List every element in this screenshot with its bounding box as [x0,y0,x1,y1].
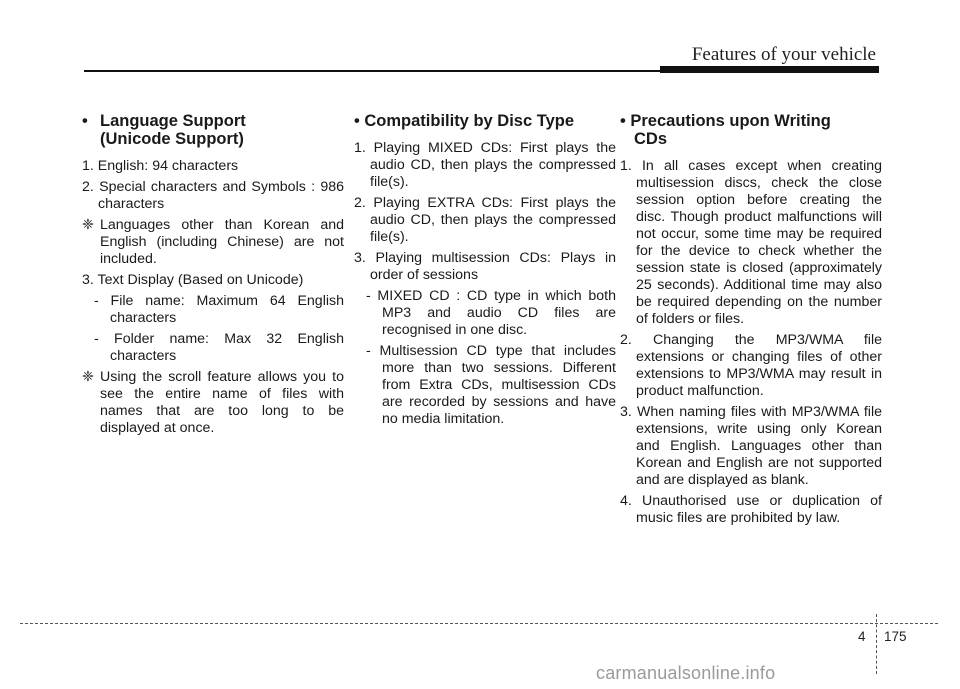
list-item: 2. Changing the MP3/WMA file extensions or changing files of other extensions to MP3/WMA may result in product malfunction. [620,332,882,399]
sub-item: - Folder name: Max 32 English characters [94,331,344,364]
section-heading-precautions [620,112,882,148]
note [82,369,344,437]
section-heading-compatibility: • Compatibility by Disc Type [354,112,575,130]
list-item: 1. Playing MIXED CDs: First plays the audio CD, then plays the compressed file(s). [354,140,616,190]
watermark: carmanualsonline.info [596,663,776,683]
note-symbol-icon: ❈ [82,369,94,385]
heading-line-1: Language Support [100,112,246,130]
header-rule-accent [660,66,879,73]
sub-item: - Multisession CD type that includes more than two sessions. Different from Extra CDs, multisession CDs are recorded by sessions and have no media limitation. [366,343,616,427]
page-number: 175 [884,629,907,644]
footer-page-divider [876,614,877,674]
column-language-support [82,112,344,441]
footer-divider [20,623,938,624]
section-heading-language-support [82,112,344,148]
list-item: 3. When naming files with MP3/WMA file extensions, write using only Korean and English. Languages other than Korean and English are not supported and are displayed as blank. [620,404,882,488]
heading-line-2: (Unicode Support) [100,130,244,148]
note-symbol-icon: ❈ [82,217,94,233]
list-item: 2. Special characters and Symbols : 986 characters [82,179,344,212]
note-text: Languages other than Korean and English (including Chinese) are not included. [100,217,344,267]
column-precautions [620,112,882,531]
bullet: • [82,112,88,130]
sub-item: - File name: Maximum 64 English characters [94,293,344,326]
sub-item: - MIXED CD : CD type in which both MP3 and audio CD files are recognised in one disc. [366,288,616,338]
list-item: 3. Playing multisession CDs: Plays in order of sessions [354,250,616,283]
list-item: 1. English: 94 characters [82,158,239,174]
heading-line-1: • Precautions upon Writing [620,112,831,130]
list-item: 4. Unauthorised use or duplication of music files are prohibited by law. [620,493,882,526]
note-text: Using the scroll feature allows you to see the entire name of files with names that are too long to be displayed at once. [100,369,344,436]
list-item: 1. In all cases except when creating multisession discs, check the close session option before creating the disc. Though product malfunctions will not occur, some time may be required for the device to check whether the session state is closed (approximately 25 seconds). Additional time may also be required depending on the number of folders or files. [620,158,882,327]
list-item: 3. Text Display (Based on Unicode) [82,272,304,288]
heading-line-2: CDs [634,130,668,148]
page-header-title: Features of your vehicle [691,44,876,65]
chapter-number: 4 [858,629,866,644]
column-compatibility [354,112,616,432]
list-item: 2. Playing EXTRA CDs: First plays the audio CD, then plays the compressed file(s). [354,195,616,245]
note [82,217,344,268]
